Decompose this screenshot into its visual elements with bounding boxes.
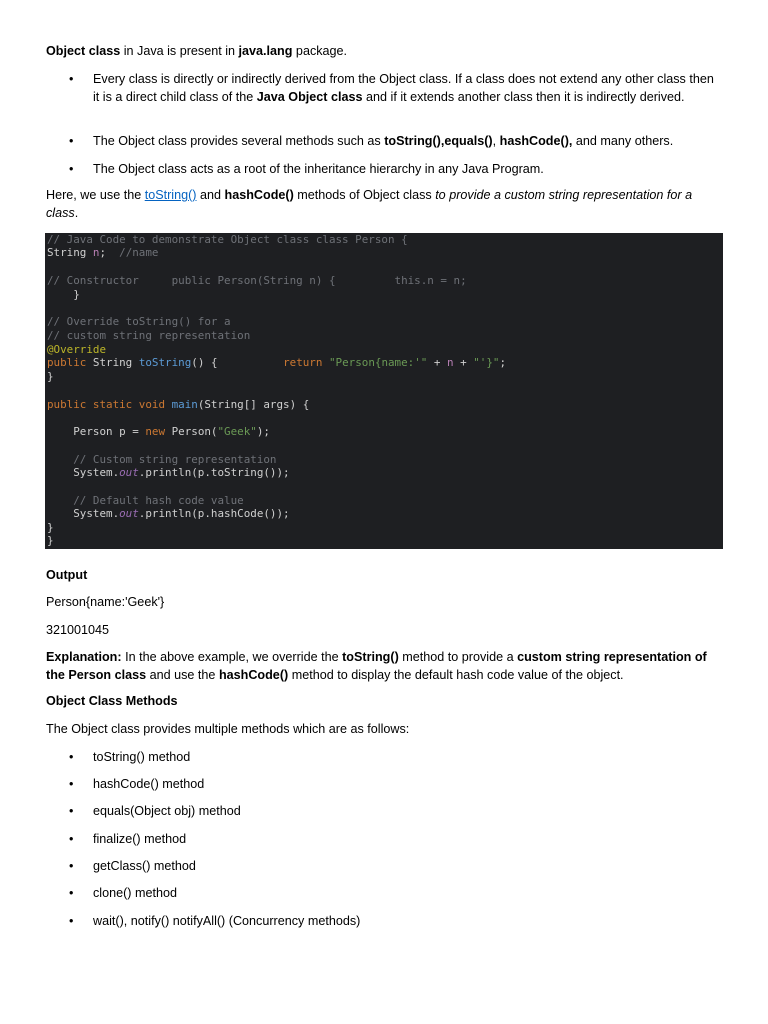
- code-line: String n; //name: [47, 246, 159, 259]
- code-line: // Java Code to demonstrate Object class class Person {: [47, 233, 408, 246]
- code-line: }: [47, 370, 54, 383]
- bullet-methods: The Object class provides several methods such as toString(),equals(), hashCode(), and many others.: [93, 134, 674, 148]
- bullet-dot: •: [69, 162, 74, 176]
- tostring-link[interactable]: toString(): [144, 188, 197, 202]
- intro-paragraph: Object class in Java is present in java.lang package.: [46, 44, 348, 58]
- code-block: [45, 233, 723, 549]
- bullet-dot: •: [69, 777, 74, 791]
- bullet-dot: •: [69, 832, 74, 846]
- explanation-paragraph: Explanation: In the above example, we override the toString() method to provide a custom string representation of the Person class and use the hashCode() method to display the default hash code value of the object.: [46, 650, 707, 682]
- code-line: // Default hash code value: [47, 494, 244, 507]
- code-line: System.out.println(p.toString());: [47, 466, 290, 479]
- code-line: }: [47, 534, 54, 547]
- bullet-dot: •: [69, 886, 74, 900]
- code-line: // Override toString() for a: [47, 315, 231, 328]
- method-item: wait(), notify() notifyAll() (Concurrency methods): [93, 914, 361, 928]
- code-line: // Constructor public Person(String n) { this.n = n;: [47, 274, 467, 287]
- code-line: Person p = new Person("Geek");: [47, 425, 270, 438]
- method-item: equals(Object obj) method: [93, 804, 241, 818]
- method-item: finalize() method: [93, 832, 187, 846]
- code-line: }: [47, 288, 80, 301]
- code-line: // Custom string representation: [47, 453, 277, 466]
- code-line: public String toString() { return "Person{name:'" + n + "'}";: [47, 356, 507, 369]
- code-line: public static void main(String[] args) {: [47, 398, 310, 411]
- method-item: getClass() method: [93, 859, 196, 873]
- output-heading: Output: [46, 568, 88, 582]
- code-line: @Override: [47, 343, 107, 356]
- bullet-dot: •: [69, 750, 74, 764]
- bullet-root: The Object class acts as a root of the inheritance hierarchy in any Java Program.: [93, 162, 544, 176]
- bullet-dot: •: [69, 914, 74, 928]
- output-line-2: 321001045: [46, 623, 110, 637]
- bullet-derived-class: Every class is directly or indirectly derived from the Object class. If a class does not extend any other class then it is a direct child class of the Java Object class and if it extends another class then it is indirectly derived.: [93, 72, 714, 104]
- output-line-1: Person{name:'Geek'}: [46, 595, 165, 609]
- method-item: toString() method: [93, 750, 191, 764]
- code-line: // custom string representation: [47, 329, 251, 342]
- code-line: }: [47, 521, 54, 534]
- bullet-dot: •: [69, 859, 74, 873]
- bullet-dot: •: [69, 72, 74, 86]
- bullet-dot: •: [69, 134, 74, 148]
- method-item: clone() method: [93, 886, 177, 900]
- methods-heading: Object Class Methods: [46, 694, 178, 708]
- here-paragraph: Here, we use the toString() and hashCode() methods of Object class to provide a custom string representation for a class.: [46, 188, 693, 220]
- code-line: System.out.println(p.hashCode());: [47, 507, 290, 520]
- method-item: hashCode() method: [93, 777, 205, 791]
- bullet-dot: •: [69, 804, 74, 818]
- methods-intro: The Object class provides multiple methods which are as follows:: [46, 722, 410, 736]
